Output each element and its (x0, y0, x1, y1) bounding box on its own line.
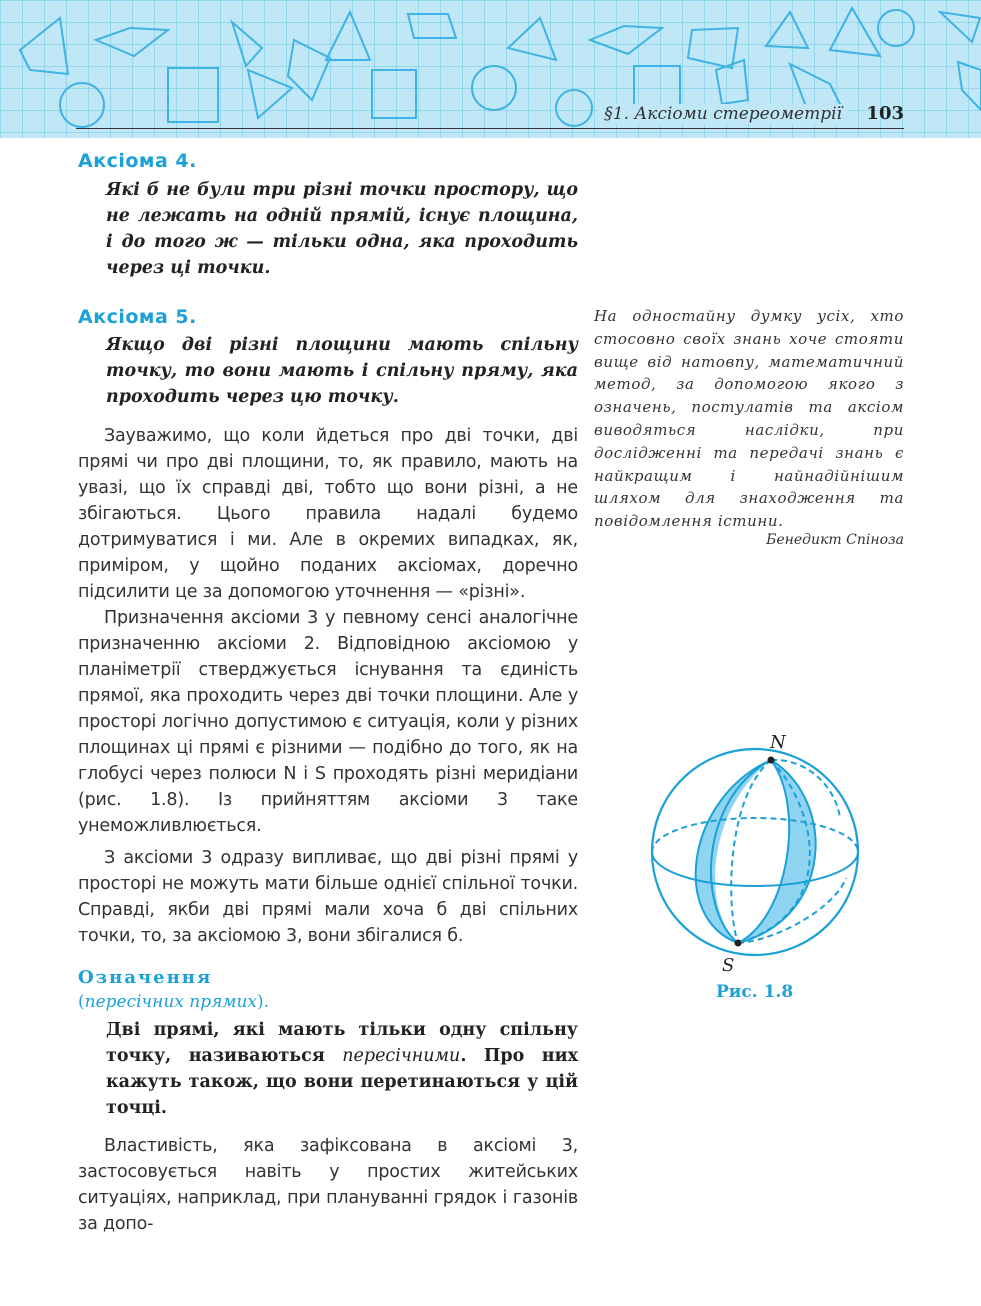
north-pole-point (768, 757, 775, 764)
definition-text-part: Дві прямі, які мають тільки одну спільну точку, називаються (106, 1020, 578, 1066)
paragraph: Властивість, яка зафіксована в аксіомі 3, застосовується навіть у простих житейських ситуаціях, наприклад, при плануванні грядок і газонів за допо- (78, 1136, 578, 1234)
running-title: §1. Аксіоми стереометрії (598, 104, 848, 124)
figure-caption: Рис. 1.8 (716, 982, 794, 1002)
close-paren: ). (256, 992, 270, 1012)
definition-text-part: . Про них кажуть також, що вони перетинаються у цій точці. (106, 1046, 578, 1118)
paragraph: З аксіоми 3 одразу випливає, що дві різні прямі у просторі не можуть мати більше однієї спільної точки. Справді, якби дві прямі мали хоча б дві спільних точки, то, за аксіомою 3, вони збігалися б. (78, 848, 578, 946)
running-head (76, 100, 904, 129)
paragraph: Призначення аксіоми 3 у певному сенсі аналогічне призначенню аксіоми 2. Відповідною аксіомою у планіметрії стверджується існування та єдиність прямої, яка проходить через дві точки площини. Але у просторі логічно допустимою є ситуація, коли у різних площинах ці прямі є різними — подібно до того, як на глобусі через полюси N і S проходять різні меридіани (рис. 1.8). Із прийняттям аксіоми 3 таке унеможливлюється. (78, 608, 578, 836)
page-number: 103 (866, 103, 904, 124)
paragraph: Зауважимо, що коли йдеться про дві точки, дві прямі чи про дві площини, то, як правило, мають на увазі, що їх справді дві, тобто що вони різні, а не збігаються. Цього правила надалі будемо дотримуватися і ми. Але в окремих випадках, як, приміром, у щойно поданих аксіомах, доречно підсилити це за допомогою уточнення — «різні». (78, 426, 578, 602)
definition-subject-text: пересічних прямих (84, 992, 257, 1012)
axiom-4-title: Аксіома 4. (78, 150, 197, 172)
sphere-meridians-figure (640, 728, 880, 978)
open-paren: ( (78, 992, 85, 1012)
definition-label: Означення (78, 967, 213, 988)
axiom-5-text: Якщо дві різні площини мають спільну точку, то вони мають і спільну пряму, яка проходить через цю точку. (106, 335, 578, 407)
quote-author: Бенедикт Спіноза (766, 532, 904, 548)
epigraph-quote: На одностайну думку усіх, хто стосовно своїх знань хоче стояти вище від натовпу, математичний метод, за допомогою якого з означень, постулатів та аксіом виводяться наслідки, при дослідженні та передачі знань є найкращим і найнадійнішим шляхом для знаходження та повідомлення істини. (594, 307, 904, 531)
south-pole-label: S (722, 955, 735, 976)
decorative-header-banner (0, 0, 981, 138)
definition-subject (78, 992, 269, 1012)
definition-text (106, 1017, 578, 1121)
south-pole-point (735, 940, 742, 947)
axiom-4-text: Які б не були три різні точки простору, що не лежать на одній прямій, існує площина, і до того ж — тільки одна, яка проходить через ці точки. (106, 180, 578, 278)
definition-term: пересічними (342, 1046, 461, 1066)
axiom-5-title: Аксіома 5. (78, 306, 197, 328)
equator-back (652, 818, 858, 852)
equator-front (652, 852, 858, 886)
north-pole-label: N (770, 732, 786, 753)
